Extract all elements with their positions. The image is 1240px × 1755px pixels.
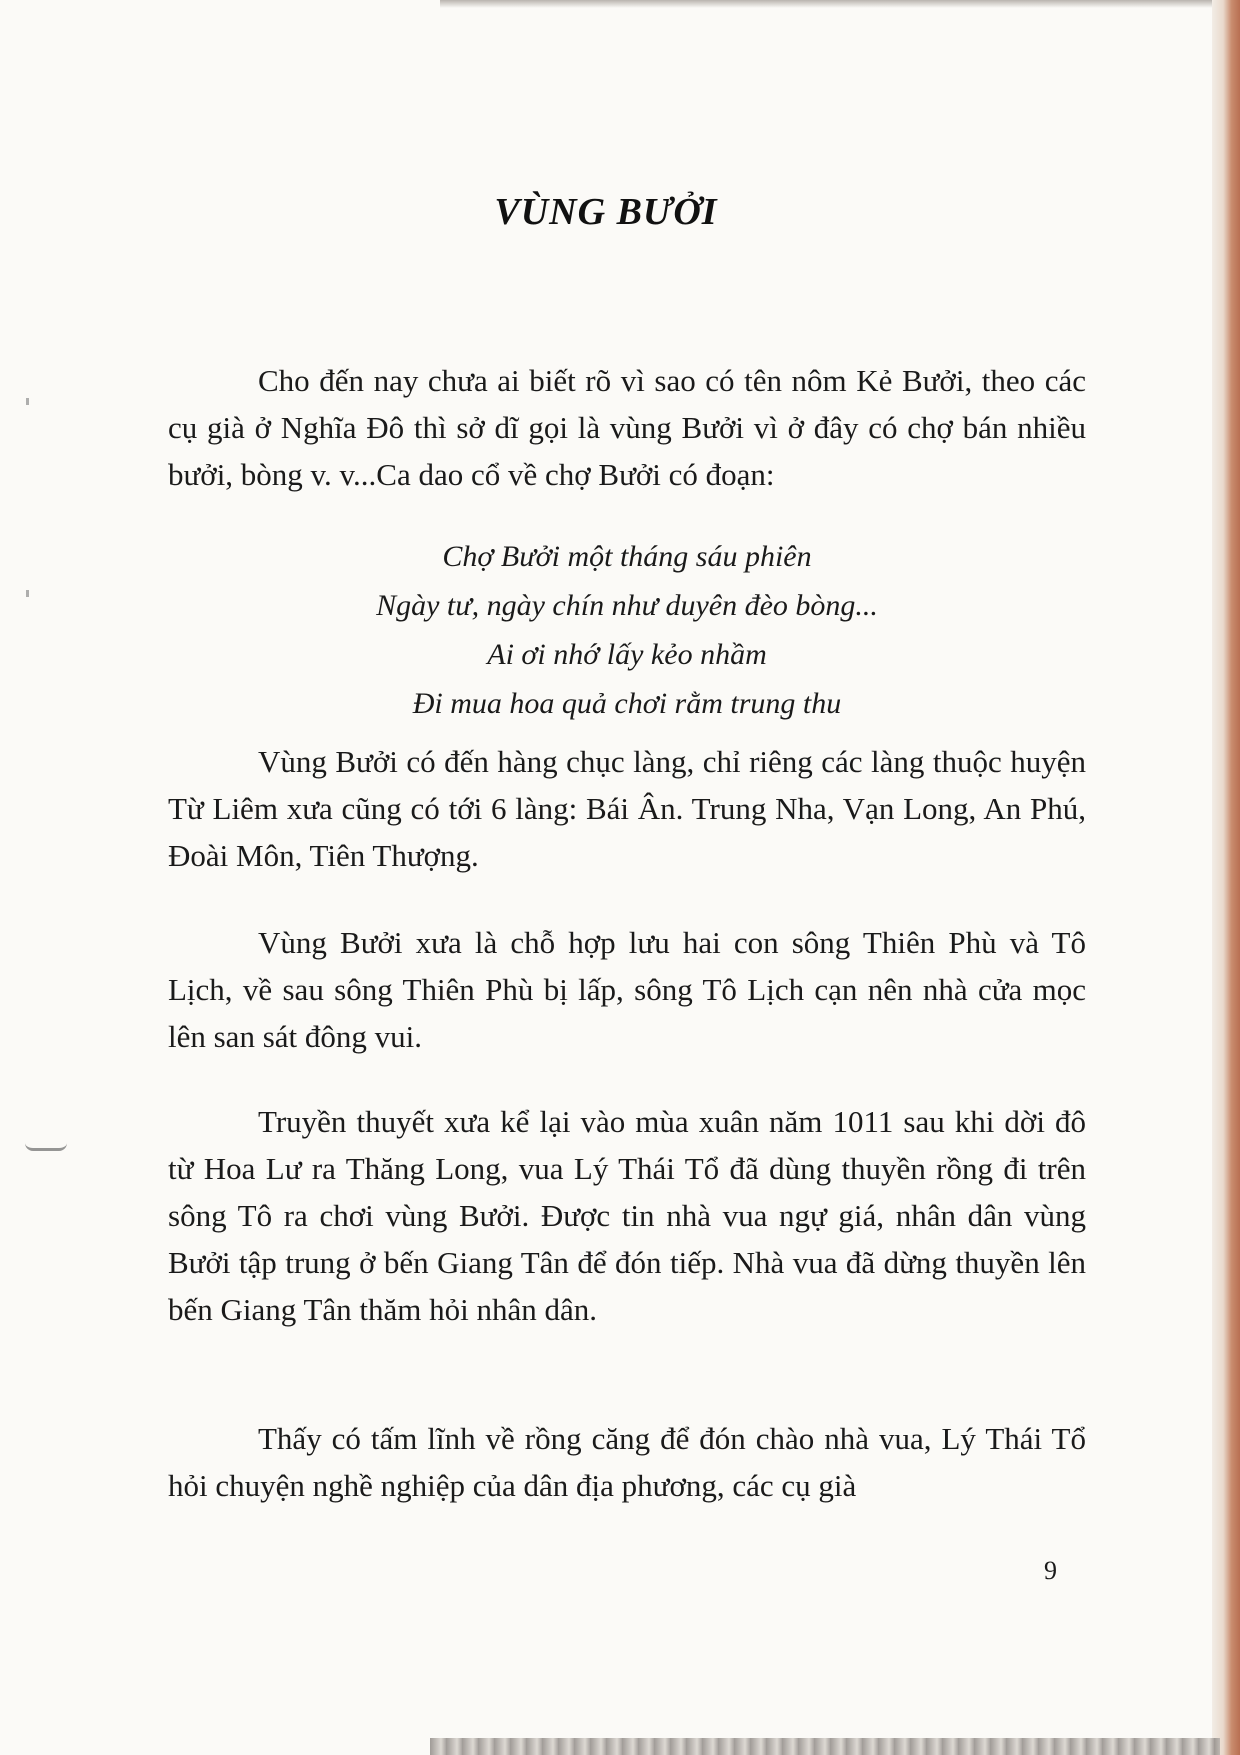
paragraph: Cho đến nay chưa ai biết rõ vì sao có tên nôm Kẻ Bưởi, theo các cụ già ở Nghĩa Đô thì sở dĩ gọi là vùng Bưởi vì ở đây có chợ bán nhiều bưởi, bòng v. v...Ca dao cổ về chợ Bưởi có đoạn: [168,363,1086,492]
scan-mark [25,1138,67,1151]
page-number: 9 [1044,1556,1057,1585]
book-edge [1212,0,1240,1755]
paragraph: Truyền thuyết xưa kể lại vào mùa xuân năm 1011 sau khi dời đô từ Hoa Lư ra Thăng Long, vua Lý Thái Tổ đã dùng thuyền rồng đi trên sông Tô ra chơi vùng Bưởi. Được tin nhà vua ngự giá, nhân dân vùng Bưởi tập trung ở bến Giang Tân để đón tiếp. Nhà vua đã dừng thuyền lên bến Giang Tân thăm hỏi nhân dân. [168,1104,1086,1327]
scan-bottom-edge [430,1738,1220,1755]
paragraph: Vùng Bưởi xưa là chỗ hợp lưu hai con sông Thiên Phù và Tô Lịch, về sau sông Thiên Phù bị lấp, sông Tô Lịch cạn nên nhà cửa mọc lên san sát đông vui. [168,925,1086,1054]
poem [168,532,1086,728]
scan-top-shadow [440,0,1220,8]
poem-line: Ai ơi nhớ lấy kẻo nhầm [487,638,767,671]
page-title: VÙNG BƯỞI [494,191,718,233]
scan-mark [26,398,29,405]
poem-line: Ngày tư, ngày chín như duyên đèo bòng... [376,589,878,622]
poem-line: Chợ Bưởi một tháng sáu phiên [442,540,812,573]
scan-mark [26,590,29,597]
paragraph: Thấy có tấm lĩnh về rồng căng để đón chào nhà vua, Lý Thái Tổ hỏi chuyện nghề nghiệp của dân địa phương, các cụ già [168,1421,1086,1503]
poem-line: Đi mua hoa quả chơi rằm trung thu [412,687,842,720]
paragraph: Vùng Bưởi có đến hàng chục làng, chỉ riêng các làng thuộc huyện Từ Liêm xưa cũng có tới 6 làng: Bái Ân. Trung Nha, Vạn Long, An Phú, Đoài Môn, Tiên Thượng. [168,744,1086,873]
